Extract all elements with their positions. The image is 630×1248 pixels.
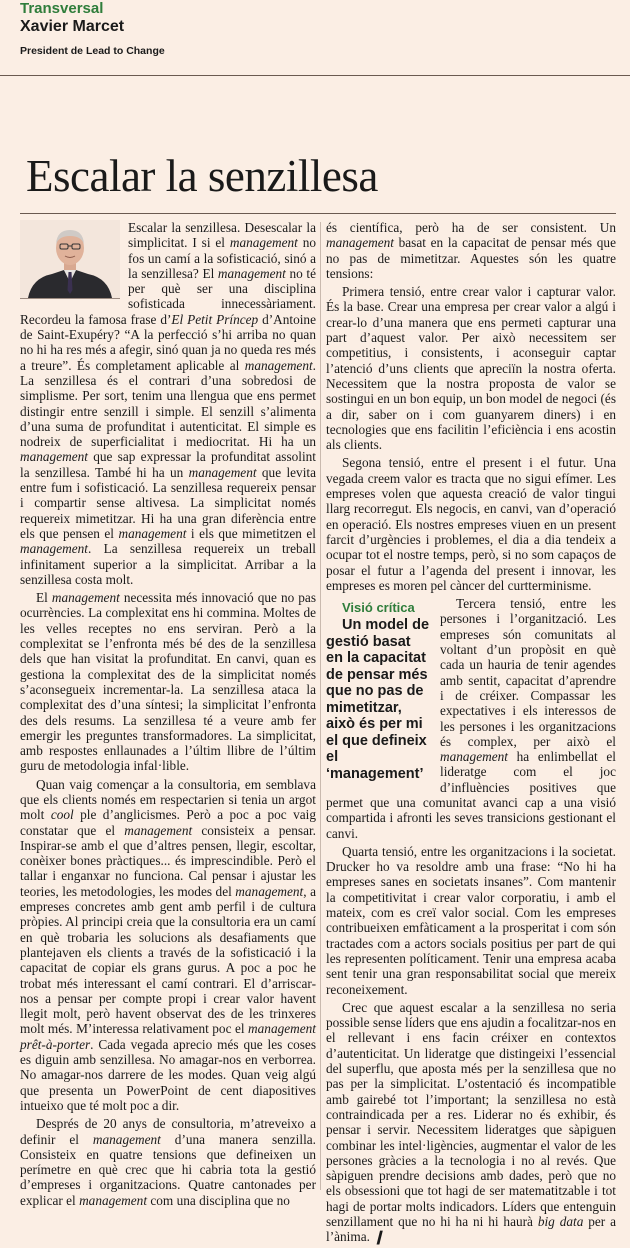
article-column-left <box>20 220 316 1211</box>
paragraph: Quarta tensió, entre les organitzacions i la societat. Drucker ho va resoldre amb una frase: “No hi ha empreses sanes en societats insanes”. Com mantenir la competitivitat i crear valor corporatiu, i amb el mateix, com es creï valor social. Com les empreses contribueixen emfàticament a la prosperitat i com són tractades com a actors socials positius per part de qui les representen políticament. Tenir una empresa acaba sent tenir una gran responsabilitat social que mereix reconeixement. <box>326 843 616 997</box>
article-column-right <box>326 220 616 1248</box>
top-rule <box>0 75 630 76</box>
paragraph: El management necessita més innovació que no pas ocurrències. La complexitat ens hi commina. Moltes de les velles receptes no ens serviran. Però a la complexitat se l’enfronta més bé des de la senzillesa dels que han visitat la profunditat. En canvi, quan es gestiona la complexitat des de la simplicitat només s’aconsegueix incrementar-la. La senzillesa ataca la complexitat des d’una síntesi; la simplicitat l’enfronta des dels resums. La senzillesa té a veure amb fer emergir les preguntes transformadores. La simplicitat, amb respostes enllaunades a l’últim llibre de l’últim guru de metodologia infal·lible. <box>20 590 316 774</box>
paragraph: Escalar la senzillesa. Desescalar la simplicitat. I si el management no fos un camí a la sofisticació, sinó a la senzillesa? El management no té per què ser una disciplina sofisticada innecessàriament. Recordeu la famosa frase d’El Petit Príncep d’Antoine de Saint-Exupéry? “A la perfecció s’hi arriba no quan no hi ha res més a afegir, sinó quan ja no queda res més a treure”. És completament aplicable al management. La senzillesa és el contrari d’una sobredosi de simplisme. Per sort, tenim una llengua que ens permet distingir entre senzill i simple. El senzill s’alimenta d’una suma de profunditat i autenticitat. El simple es nodreix de superficialitat i mediocritat. Hi ha un management que sap expressar la profunditat assolint la senzillesa. També hi ha un management que levita entre fum i sofisticació. La senzillesa requereix pensar i compartir sense altivesa. La simplicitat només requereix mimetitzar. Hi ha una gran diferència entre els que pensen el management i els que mimetitzen el management. La senzillesa requereix un treball infinitament superior a la simplicitat. Arribar a la senzillesa costa molt. <box>20 220 317 587</box>
paragraph: Segona tensió, entre el present i el futur. Una vegada creem valor es tracta que no sigui efímer. Les empreses volen que aquesta creació de valor tingui llarg recorregut. Els negocis, en canvi, van d’operació en operació. Els nostres empreses viuen en un present farcit d’urgències i problemes, el dia a dia tendeix a ocupar tot el nostre temps, però, si no som capaços de posar el futur a l’agenda del present i innovar, les empreses es moren pel càncer del curtterminisme. <box>326 455 616 593</box>
paragraph: és científica, però ha de ser consistent. Un management basat en la capacitat de pensar més que no pas de mimetitzar. Aquestes són les quatre tensions: <box>326 220 616 281</box>
article-headline: Escalar la senzillesa <box>26 151 378 201</box>
author-portrait-icon <box>20 220 120 299</box>
pull-quote-label: Visió crítica <box>342 600 415 616</box>
column-separator <box>320 222 321 1190</box>
headline-rule <box>20 213 616 214</box>
paragraph: Primera tensió, entre crear valor i capturar valor. És la base. Crear una empresa per crear valor a algú i crear-lo d’una manera que ens permeti capturar una part d’aquest valor. Per això necessitem ser competitius, i consistents, i aconseguir captar l’atenció d’uns clients que apreciïn la nostra oferta. Necessitem que la nostra proposta de valor se sostingui en un bon equip, un bon model de negoci (és a dir, saber on i com guanyarem diners) i en tecnologies que ens facilitin l’eficiència i ens acostin als clients. <box>326 284 616 453</box>
paragraph: Visió crítica Un model de gestió basat en la capacitat de pensar més que no pas de mimetitzar, això és per mi el que defineix el ‘management’ Tercera tensió, entre les persones i l’organització. Les empreses són comunitats al voltant d’un propòsit en què cada un hauria de tenir agendes amb sentit, capacitat d’aprendre i de créixer. Compassar les expectatives i els interessos de les persones i les organitzacions és complex, per això el management ha enlimbellat el lideratge com el joc d’influències positives que permet que una comunitat avanci cap a una visió compartida i afronti les seves transicions gestionant el canvi. <box>326 596 616 841</box>
author-role: President de Lead to Change <box>20 45 165 57</box>
left-column-text <box>20 220 316 1208</box>
paragraph: Després de 20 anys de consultoria, m’atreveixo a definir el management d’una manera senzilla. Consisteix en quatre tensions que defineixen un perímetre en què crec que hi cabria tota la gestió d’empreses i organitzacions. Quatre cantonades per explicar el management com una disciplina que no <box>20 1116 316 1208</box>
pull-quote-text: Un model de gestió basat en la capacitat de pensar més que no pas de mimetitzar, això és per mi el que defineix el ‘management’ <box>326 617 430 782</box>
author-name: Xavier Marcet <box>20 18 125 35</box>
paragraph: Quan vaig començar a la consultoria, em semblava que els clients només em respectarien si tenia un argot molt cool ple d’anglicismes. Però a poc a poc vaig constatar que el management consisteix a pensar. Inspirar-se amb el que d’altres pensen, llegir, escoltar, conèixer bones pràctiques... és imprescindible. Però el tallar i enganxar no funciona. Cal pensar i ajustar les teories, les metodologies, les modes del management, a empreses concretes amb gent amb perfil i de cultura pròpies. Al principi creia que la consultoria era un camí en què trobaria les solucions als desafiaments que plantejaven els clients a través de la sofisticació i la capacitat de copiar els grans gurus. A poc a poc he trobat més interessant el camí contrari. El d’arriscar-nos a pensar per compte propi i crear valor havent llegit molt, però havent observat des de les trinxeres molt més. M’interessa relativament poc el management prêt-à-porter. Cada vegada aprecio més que les coses es diguin amb senzillesa. No amagar-nos en verborrea. No amagar-nos darrere de les modes. Quan veig algú que presenta un PowerPoint de cent diapositives intueixo que té molt poc a dir. <box>20 776 316 1113</box>
section-label: Transversal <box>20 0 104 17</box>
end-mark: ❙ <box>373 1229 385 1245</box>
pull-quote <box>326 600 430 782</box>
paragraph: Crec que aquest escalar a la senzillesa no seria possible sense líders que ens ajudin a focalitzar-nos en el rellevant i ens facin créixer en contextos d’autenticitat. Un lideratge que distingeixi l’essencial del superflu, que aposta més per la senzillesa que no pas per la simplicitat. L’ostentació és incompatible amb gairebé tot l’important; la senzillesa no està contraindicada per a res. Liderar no és exhibir, és pensar i servir. Necessitem lideratges que sàpiguen combinar les intel·ligències, augmentar el valor de les persones gràcies a la tecnologia i no al revés. Que sàpiguen prendre decisions amb dades, però que no els obsessioni que tot hagi de ser matematitzable i tot hagi de portar molts indicadors. Líders que entenguin senzillament que no hi ha ni hi haurà big data per a l’ànima. ❙ <box>326 999 616 1245</box>
right-column-text <box>326 220 616 1245</box>
